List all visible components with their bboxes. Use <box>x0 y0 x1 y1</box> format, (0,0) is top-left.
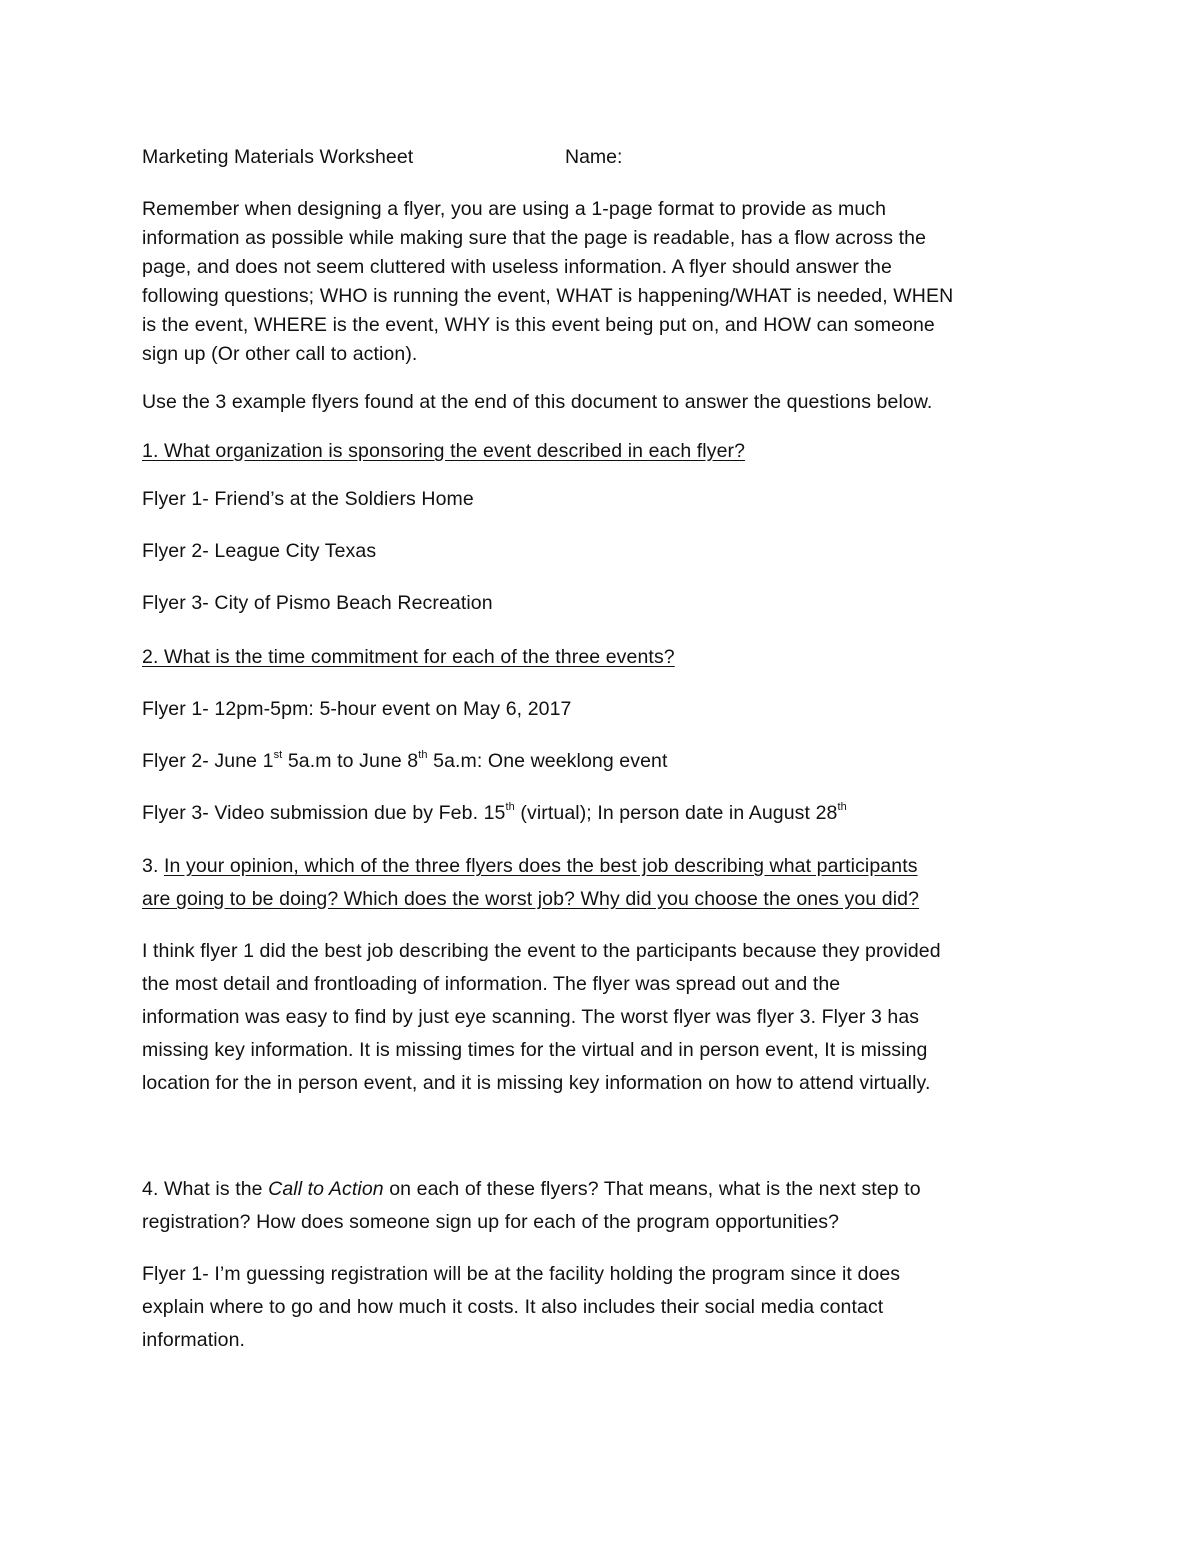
instruction-text: Use the 3 example flyers found at the end of this document to answer the questions below. <box>142 391 933 413</box>
answer-1-flyer-1: Flyer 1- Friend’s at the Soldiers Home <box>142 488 474 510</box>
answer-3-line: information was easy to find by just eye scanning. The worst flyer was flyer 3. Flyer 3 has <box>142 1006 920 1028</box>
answer-3-line: location for the in person event, and it is missing key information on how to attend virtually. <box>142 1072 931 1094</box>
answer-3-line: missing key information. It is missing times for the virtual and in person event, It is missing <box>142 1039 928 1061</box>
answer-2-flyer-2: Flyer 2- June 1st 5a.m to June 8th 5a.m: One weeklong event <box>142 749 668 772</box>
answer-4-line: Flyer 1- I’m guessing registration will be at the facility holding the program since it does <box>142 1263 901 1285</box>
question-3-line-1: 3. In your opinion, which of the three flyers does the best job describing what participants <box>142 855 918 877</box>
name-label: Name: <box>565 146 623 168</box>
answer-1-flyer-3: Flyer 3- City of Pismo Beach Recreation <box>142 592 493 614</box>
answer-2-flyer-1: Flyer 1- 12pm-5pm: 5-hour event on May 6, 2017 <box>142 698 572 720</box>
answer-2-flyer-3: Flyer 3- Video submission due by Feb. 15th (virtual); In person date in August 28th <box>142 801 847 824</box>
question-4-line-2: registration? How does someone sign up for each of the program opportunities? <box>142 1211 840 1233</box>
answer-4-line: information. <box>142 1329 246 1351</box>
intro-line: following questions; WHO is running the event, WHAT is happening/WHAT is needed, WHEN <box>142 285 954 307</box>
question-4-line-1: 4. What is the Call to Action on each of these flyers? That means, what is the next step to <box>142 1178 921 1200</box>
intro-line: page, and does not seem cluttered with useless information. A flyer should answer the <box>142 256 892 278</box>
answer-3-line: the most detail and frontloading of information. The flyer was spread out and the <box>142 973 841 995</box>
answer-3-line: I think flyer 1 did the best job describing the event to the participants because they provided <box>142 940 941 962</box>
answer-4-line: explain where to go and how much it costs. It also includes their social media contact <box>142 1296 884 1318</box>
question-3-line-2: are going to be doing? Which does the worst job? Why did you choose the ones you did? <box>142 888 920 910</box>
intro-line: is the event, WHERE is the event, WHY is this event being put on, and HOW can someone <box>142 314 935 336</box>
intro-line: information as possible while making sure that the page is readable, has a flow across the <box>142 227 927 249</box>
question-1: 1. What organization is sponsoring the event described in each flyer? <box>142 440 746 462</box>
worksheet-title: Marketing Materials Worksheet <box>142 146 414 168</box>
intro-line: Remember when designing a flyer, you are using a 1-page format to provide as much <box>142 198 887 220</box>
intro-line: sign up (Or other call to action). <box>142 343 418 365</box>
answer-1-flyer-2: Flyer 2- League City Texas <box>142 540 377 562</box>
question-2: 2. What is the time commitment for each of the three events? <box>142 646 675 668</box>
